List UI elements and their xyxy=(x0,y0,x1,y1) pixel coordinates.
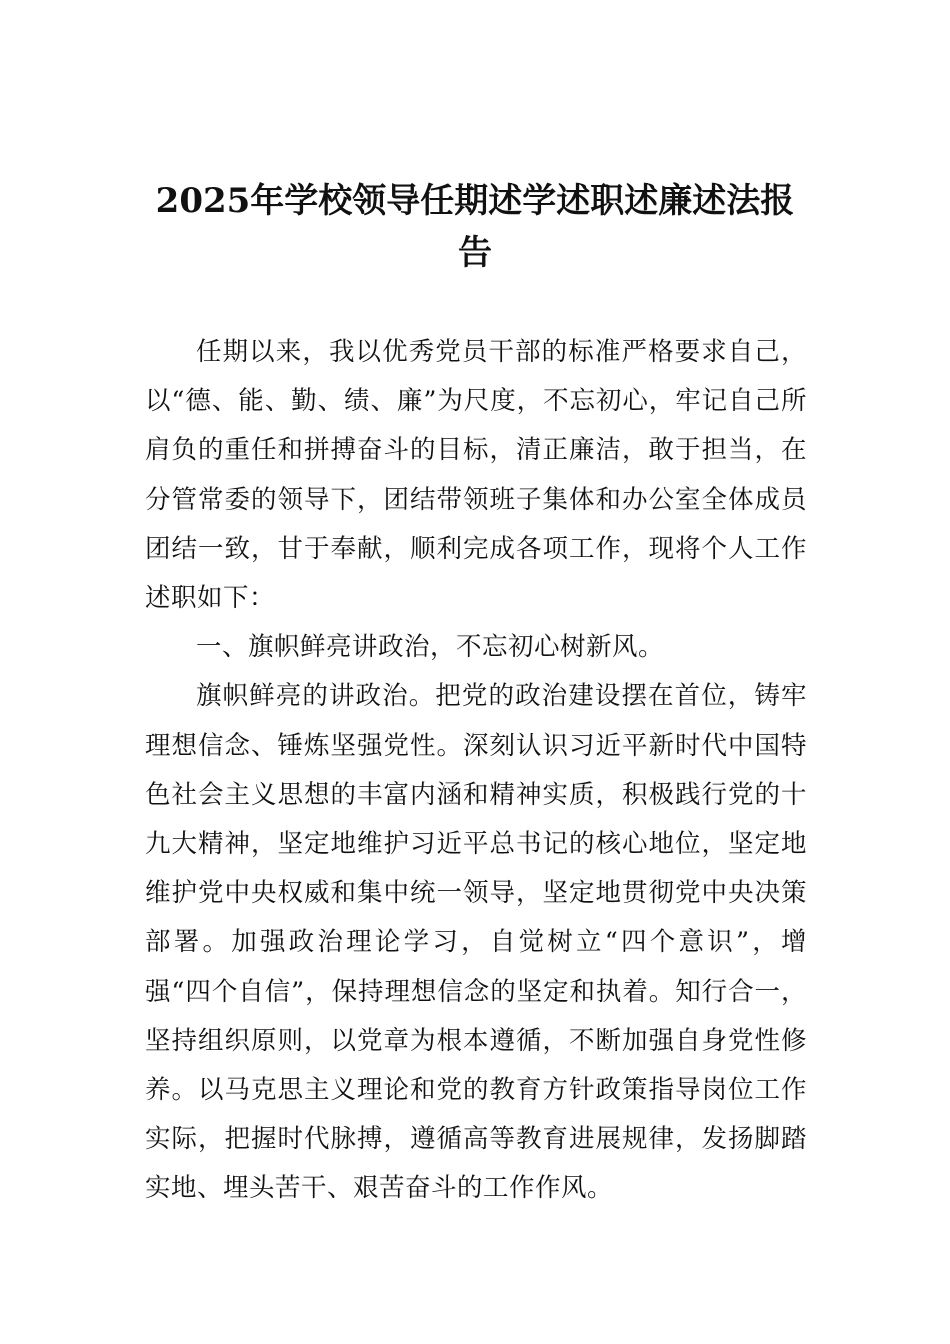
document-title: 2025年学校领导任期述学述职述廉述法报告 xyxy=(155,181,795,273)
body-paragraph: 旗帜鲜亮的讲政治。把党的政治建设摆在首位，铸牢理想信念、锤炼坚强党性。深刻认识习近平新时代中国特色社会主义思想的丰富内涵和精神实质，积极践行党的十九大精神，坚定地维护习近平总书记的核心地位，坚定地维护党中央权威和集中统一领导，坚定地贯彻党中央决策部署。加强政治理论学习，自觉树立“四个意识”，增强“四个自信”，保持理想信念的坚定和执着。知行合一，坚持组织原则，以党章为根本遵循，不断加强自身党性修养。以马克思主义理论和党的教育方针政策指导岗位工作实际，把握时代脉搏，遵循高等教育进展规律，发扬脚踏实地、埋头苦干、艰苦奋斗的工作作风。 xyxy=(145,681,807,1204)
intro-paragraph: 任期以来，我以优秀党员干部的标准严格要求自己，以“德、能、勤、绩、廉”为尺度，不忘初心，牢记自己所肩负的重任和拼搏奋斗的目标，清正廉洁，敢于担当，在分管常委的领导下，团结带领班子集体和办公室全体成员团结一致，甘于奉献，顺利完成各项工作，现将个人工作述职如下： xyxy=(145,337,807,614)
document-body xyxy=(145,328,807,1214)
section-heading-1: 一、旗帜鲜亮讲政治，不忘初心树新风。 xyxy=(196,632,665,663)
